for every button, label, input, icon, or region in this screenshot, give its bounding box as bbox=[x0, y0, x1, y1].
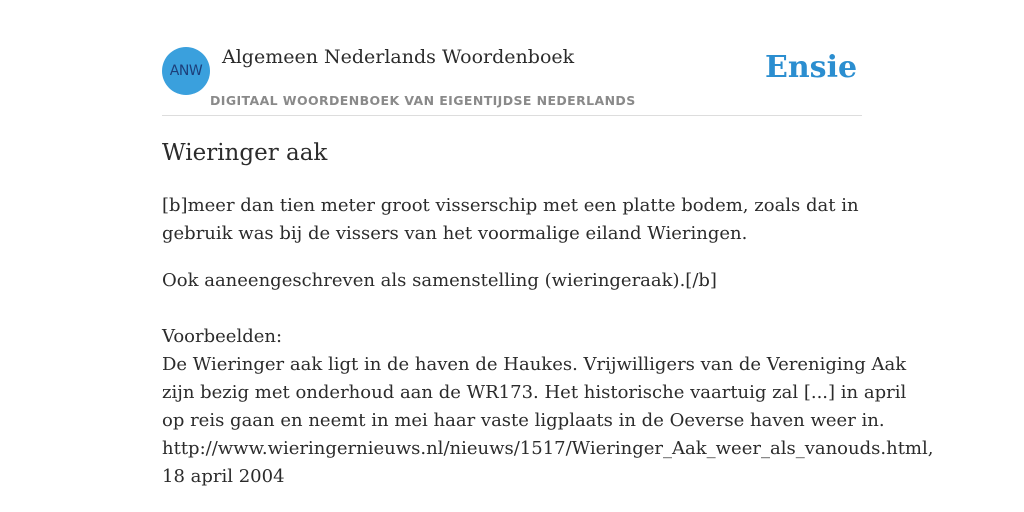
example-source-date: 18 april 2004 bbox=[162, 466, 285, 487]
entry-definition bbox=[162, 192, 862, 248]
anw-logo-text: ANW bbox=[169, 63, 203, 79]
anw-logo[interactable] bbox=[162, 47, 210, 95]
note-line: Ook aaneengeschreven als samenstelling (wieringeraak).[/b] bbox=[162, 270, 717, 291]
entry-headword: Wieringer aak bbox=[162, 140, 328, 166]
definition-line: gebruik was bij de vissers van het voormalige eiland Wieringen. bbox=[162, 223, 748, 244]
definition-line: [b]meer dan tien meter groot visserschip met een platte bodem, zoals dat in bbox=[162, 195, 859, 216]
ensie-brand-logo[interactable]: Ensie bbox=[765, 50, 858, 85]
example-source-url: http://www.wieringernieuws.nl/nieuws/1517/Wieringer_Aak_weer_als_vanouds.html, bbox=[162, 438, 934, 459]
example-line: op reis gaan en neemt in mei haar vaste ligplaats in de Oeverse haven weer in. bbox=[162, 410, 885, 431]
example-line: De Wieringer aak ligt in de haven de Haukes. Vrijwilligers van de Vereniging Aak bbox=[162, 354, 907, 375]
site-subtitle: DIGITAAL WOORDENBOEK VAN EIGENTIJDSE NEDERLANDS bbox=[210, 93, 636, 108]
entry-note bbox=[162, 267, 862, 295]
entry-examples bbox=[162, 323, 934, 491]
examples-label: Voorbeelden: bbox=[162, 326, 283, 347]
site-title[interactable]: Algemeen Nederlands Woordenboek bbox=[222, 46, 575, 68]
header-divider bbox=[162, 115, 862, 116]
example-line: zijn bezig met onderhoud aan de WR173. Het historische vaartuig zal [...] in april bbox=[162, 382, 907, 403]
